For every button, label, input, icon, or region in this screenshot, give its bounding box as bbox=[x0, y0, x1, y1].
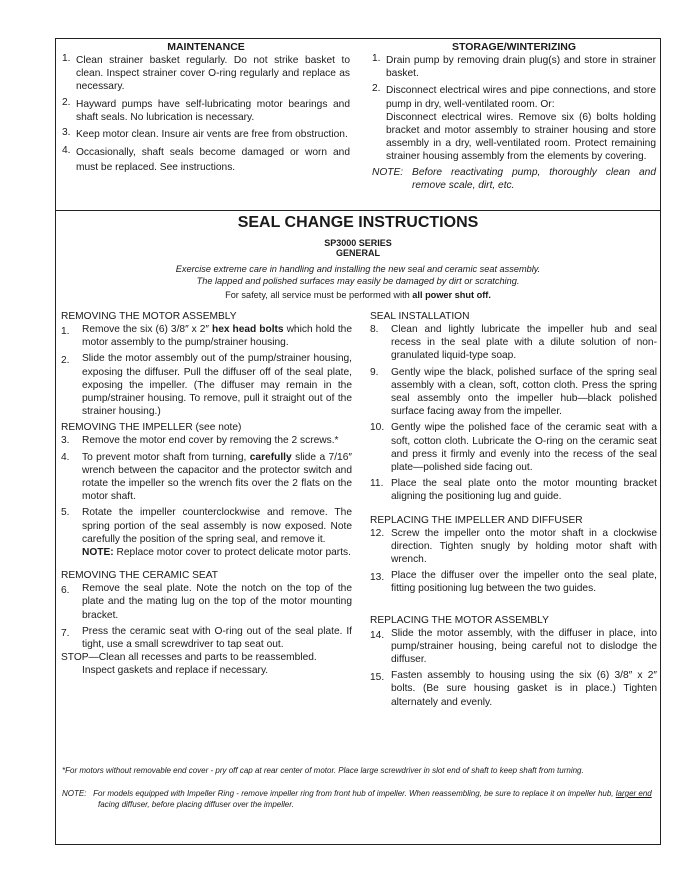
stop-note-2: Inspect gaskets and replace if necessary. bbox=[82, 665, 269, 677]
step-item: 4. To prevent motor shaft from turning, carefully slide a 7/16″ wrench between the capacitor and the protector switch and rotate the impeller so the wrench fits over the 2 flats on the motor shaft. bbox=[61, 451, 352, 503]
maintenance-storage-box bbox=[55, 38, 661, 211]
step-item: 13. Place the diffuser over the impeller onto the seal plate, fitting positioning lug between the two guides. bbox=[370, 570, 657, 595]
maintenance-item: 4. Occasionally, shaft seals become damaged or worn and must be replaced. See instructions. bbox=[62, 145, 350, 174]
section-heading: REPLACING THE MOTOR ASSEMBLY bbox=[370, 614, 549, 626]
step-item: 6. Remove the seal plate. Note the notch on the top of the plate and the mating lug on the top of the motor mounting bracket. bbox=[61, 583, 352, 621]
storage-heading: STORAGE/WINTERIZING bbox=[451, 41, 577, 53]
footnote-star: *For motors without removable end cover - pry off cap at rear center of motor. Place large screwdriver in slot end of shaft to keep shaft from turning. bbox=[62, 766, 584, 775]
step-item: 10. Gently wipe the polished face of the ceramic seat with a soft, cotton cloth. Lubricate the O-ring on the ceramic seat and press it firmly and evenly into the recess of the seal plate—polished side facing out. bbox=[370, 422, 657, 474]
step-item: 8. Clean and lightly lubricate the impeller hub and seal recess in the seal plate with a dilute solution of non-granulated liquid-type soap. bbox=[370, 324, 657, 362]
step-item: 15. Fasten assembly to housing using the six (6) 3/8″ x 2″ bolts. (Be sure housing gasket is in place.) Tighten alternately and evenly. bbox=[370, 670, 657, 708]
maintenance-item: 1. Clean strainer basket regularly. Do not strike basket to clean. Inspect strainer cover O-ring regularly and replace as necessary. bbox=[62, 53, 350, 93]
maintenance-column bbox=[62, 41, 350, 179]
step-item: 2. Slide the motor assembly out of the pump/strainer housing, exposing the diffuser. Pull the diffuser off of the seal plate, exposing the impeller. (The diffuser may remain in the pump/strainer housing. To remove, pull it straight out of the strainer housing.) bbox=[61, 353, 352, 418]
storage-note: NOTE: Before reactivating pump, thoroughly clean and remove scale, dirt, etc. bbox=[372, 166, 656, 191]
step-item: 1. Remove the six (6) 3/8″ x 2″ hex head bolts which hold the motor assembly to the pump/strainer housing. bbox=[61, 324, 352, 349]
maintenance-heading: MAINTENANCE bbox=[167, 41, 245, 53]
maintenance-item: 3. Keep motor clean. Insure air vents are free from obstruction. bbox=[62, 127, 348, 141]
series-label: SP3000 SERIES bbox=[324, 238, 392, 248]
step-item: 12. Screw the impeller onto the motor shaft in a clockwise direction. Tighten snugly by holding motor shaft with wrench. bbox=[370, 527, 657, 566]
general-label: GENERAL bbox=[335, 248, 380, 258]
caution-line-2: The lapped and polished surfaces may easily be damaged by dirt or scratching. bbox=[196, 276, 520, 286]
step-item: 5. Rotate the impeller counterclockwise and remove. The spring portion of the seal assembly is now exposed. Note carefully the position of the spring seal, and remove it. NOTE: Replace motor cover to protect delicate motor parts. bbox=[61, 507, 352, 559]
section-heading: REMOVING THE CERAMIC SEAT bbox=[61, 570, 218, 582]
page-title: SEAL CHANGE INSTRUCTIONS bbox=[237, 214, 479, 231]
footnote-note: NOTE: For models equipped with Impeller Ring - remove impeller ring from front hub of impeller. When reassembling, be sure to replace it on impeller hub, larger end facing diffuser, before placing diffuser over the impeller. bbox=[62, 789, 652, 809]
step-item: 11. Place the seal plate onto the motor mounting bracket aligning the positioning lug and guide. bbox=[370, 478, 657, 503]
section-heading: REMOVING THE MOTOR ASSEMBLY bbox=[61, 311, 237, 322]
section-heading: REPLACING THE IMPELLER AND DIFFUSER bbox=[370, 514, 583, 526]
step-item: 9. Gently wipe the black, polished surface of the spring seal assembly with a clean, soft, cotton cloth. Press the spring seal assembly onto the impeller hub—black polished surface facing away from the impeller. bbox=[370, 366, 657, 418]
step-item: 14. Slide the motor assembly, with the diffuser in place, into pump/strainer housing, being careful not to dislodge the diffuser. bbox=[370, 627, 657, 666]
stop-note: STOP—Clean all recesses and parts to be reassembled. bbox=[61, 652, 317, 664]
storage-item: 1. Drain pump by removing drain plug(s) and store in strainer basket. bbox=[372, 53, 656, 80]
step-item: 7. Press the ceramic seat with O-ring out of the seal plate. If tight, use a small screwdriver to tap seat out. bbox=[61, 625, 352, 651]
caution-line-1: Exercise extreme care in handling and installing the new seal and ceramic seat assembly. bbox=[175, 264, 541, 274]
maintenance-item: 2. Hayward pumps have self-lubricating motor bearings and shaft seals. No lubrication is necessary. bbox=[62, 96, 350, 123]
right-column bbox=[370, 310, 657, 712]
seal-change-box bbox=[55, 210, 661, 845]
left-column bbox=[61, 310, 352, 678]
storage-item: 2. Disconnect electrical wires and pipe connections, and store pump in dry, well-ventilated room. Or: Disconnect electrical wires. Remove six (6) bolts holding bracket and motor assembly to strainer housing and store assembly in a dry, well-ventilated room. Protect remaining strainer housing assembly from the elements by covering. bbox=[372, 83, 656, 163]
section-heading: SEAL INSTALLATION bbox=[370, 311, 470, 322]
safety-line: For safety, all service must be performed with all power shut off. bbox=[225, 290, 491, 300]
step-item: 3. Remove the motor end cover by removing the 2 screws.* bbox=[61, 435, 339, 447]
storage-column bbox=[372, 41, 656, 192]
section-heading: REMOVING THE IMPELLER (see note) bbox=[61, 422, 242, 434]
